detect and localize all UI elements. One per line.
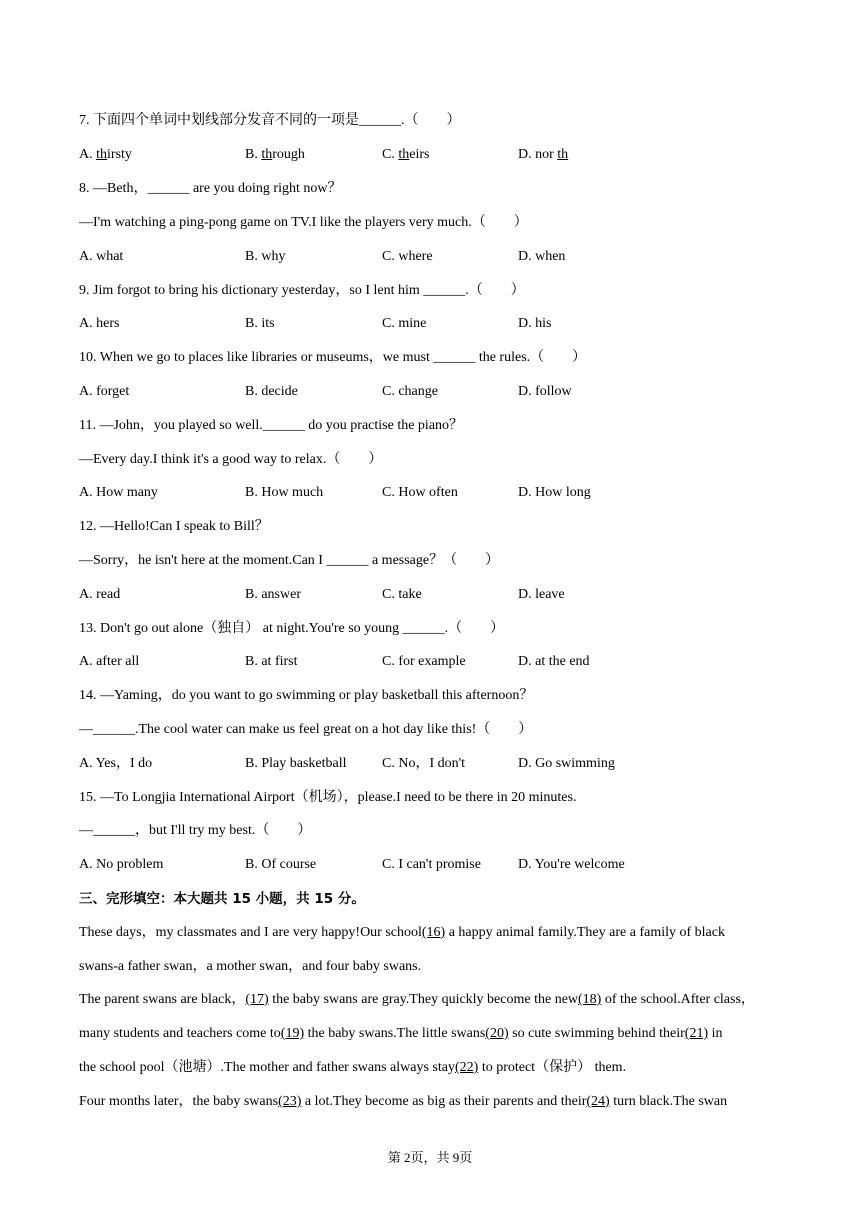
option-d: D. leave [518, 587, 565, 602]
blank-24: (24) [586, 1094, 610, 1109]
question-11-stem: 11. —John，you played so well.______ do you practise the piano？ [79, 418, 464, 433]
question-11-stem-2: —Every day.I think it's a good way to relax.（ ） [79, 452, 383, 467]
passage-line: the school pool（池塘）.The mother and father swans always stay(22) to protect（保护） them. [79, 1060, 627, 1075]
option-d: D. Go swimming [518, 756, 615, 771]
option-b: B. why [245, 249, 286, 264]
passage-line: swans-a father swan，a mother swan，and four baby swans. [79, 959, 422, 974]
option-c: C. where [382, 249, 433, 264]
option-a: A. read [79, 587, 121, 602]
option-a: A. what [79, 249, 124, 264]
option-b: B. through [245, 147, 305, 162]
option-c: C. theirs [382, 147, 430, 162]
option-b: B. Of course [245, 857, 317, 872]
question-8-stem-2: —I'm watching a ping-pong game on TV.I like the players very much.（ ） [79, 215, 528, 230]
passage-line: many students and teachers come to(19) the baby swans.The little swans(20) so cute swimming behind their(21) in [79, 1026, 723, 1041]
option-d: D. follow [518, 384, 572, 399]
option-a: A. thirsty [79, 147, 132, 162]
passage-line: Four months later，the baby swans(23) a lot.They become as big as their parents and their(24) turn black.The swan [79, 1094, 728, 1109]
question-15-stem: 15. —To Longjia International Airport（机场），please.I need to be there in 20 minutes. [79, 790, 577, 805]
option-b: B. at first [245, 654, 298, 669]
question-14-stem: 14. —Yaming，do you want to go swimming or play basketball this afternoon？ [79, 688, 534, 703]
option-a: A. after all [79, 654, 140, 669]
option-b: B. How much [245, 485, 324, 500]
option-d: D. when [518, 249, 566, 264]
option-d: D. You're welcome [518, 857, 625, 872]
question-12-stem: 12. —Hello!Can I speak to Bill？ [79, 519, 269, 534]
option-a: A. No problem [79, 857, 164, 872]
passage-line: The parent swans are black，(17) the baby swans are gray.They quickly become the new(18) of the school.After class， [79, 992, 755, 1007]
option-b: B. decide [245, 384, 298, 399]
section-heading: 三、完形填空：本大题共 15 小题，共 15 分。 [79, 891, 365, 907]
option-a: A. Yes，I do [79, 756, 153, 771]
option-c: C. How often [382, 485, 458, 500]
option-c: C. No，I don't [382, 756, 466, 771]
blank-20: (20) [485, 1026, 509, 1041]
page-footer: 第 2页，共 9页 [387, 1150, 473, 1165]
option-c: C. change [382, 384, 438, 399]
question-9-stem: 9. Jim forgot to bring his dictionary yesterday，so I lent him ______.（ ） [79, 283, 525, 298]
blank-18: (18) [578, 992, 602, 1007]
option-b: B. answer [245, 587, 301, 602]
blank-16: (16) [421, 925, 446, 940]
option-c: C. for example [382, 654, 466, 669]
option-b: B. its [245, 316, 275, 331]
blank-19: (19) [280, 1026, 305, 1041]
question-15-stem-2: —______，but I'll try my best.（ ） [79, 823, 312, 838]
question-14-stem-2: —______.The cool water can make us feel great on a hot day like this!（ ） [79, 722, 533, 737]
option-d: D. How long [518, 485, 591, 500]
passage-line: These days，my classmates and I are very happy!Our school(16) a happy animal family.They are a family of black [79, 925, 725, 940]
option-d: D. his [518, 316, 552, 331]
blank-22: (22) [454, 1060, 479, 1075]
option-d: D. at the end [518, 654, 590, 669]
question-8-stem: 8. —Beth，______ are you doing right now？ [79, 181, 342, 196]
blank-21: (21) [684, 1026, 709, 1041]
option-d: D. nor th [518, 147, 569, 162]
option-a: A. forget [79, 384, 130, 399]
option-b: B. Play basketball [245, 756, 347, 771]
question-12-stem-2: —Sorry，he isn't here at the moment.Can I ______ a message？（ ） [79, 553, 500, 568]
question-13-stem: 13. Don't go out alone（独自） at night.You're so young ______.（ ） [79, 621, 505, 636]
blank-17: (17) [245, 992, 269, 1007]
option-c: C. I can't promise [382, 857, 481, 872]
blank-23: (23) [278, 1094, 302, 1109]
question-7-stem: 7. 下面四个单词中划线部分发音不同的一项是______.（ ） [79, 113, 461, 128]
question-10-stem: 10. When we go to places like libraries or museums，we must ______ the rules.（ ） [79, 350, 587, 365]
option-a: A. How many [79, 485, 158, 500]
option-a: A. hers [79, 316, 120, 331]
option-c: C. mine [382, 316, 427, 331]
option-c: C. take [382, 587, 422, 602]
